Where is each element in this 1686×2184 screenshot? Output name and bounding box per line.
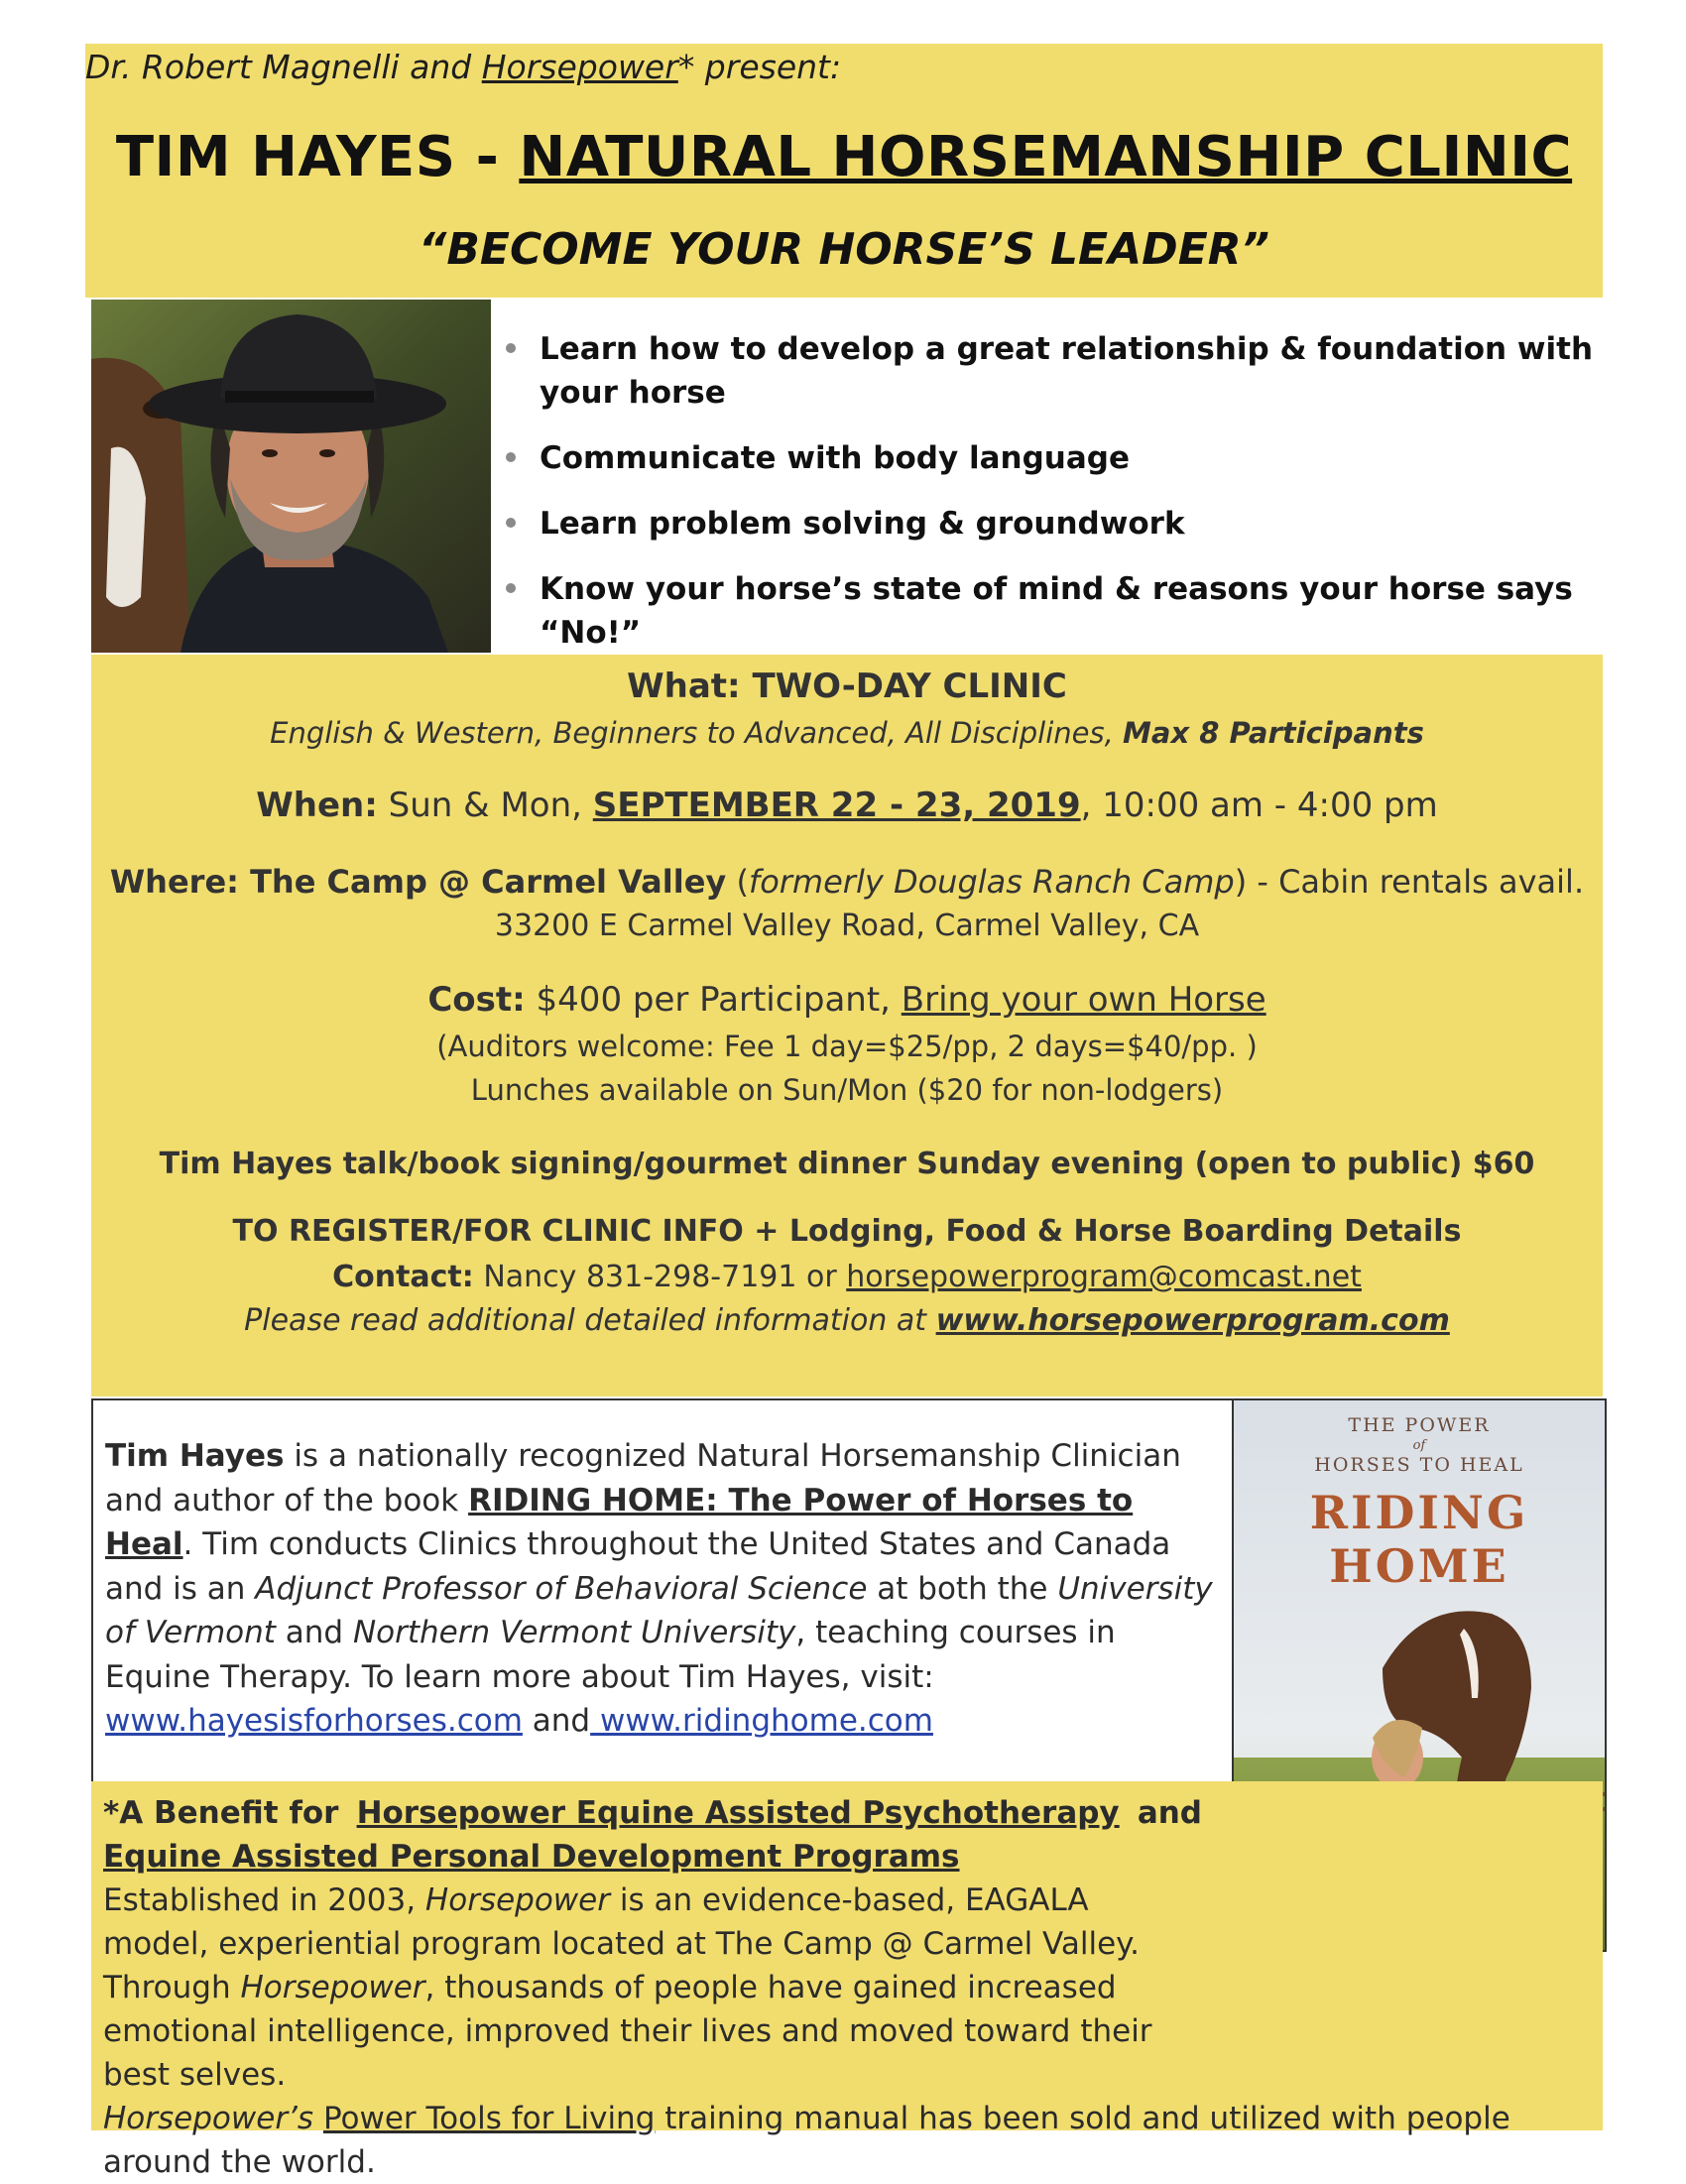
bullet-icon [506, 583, 516, 593]
when-line: When: Sun & Mon, SEPTEMBER 22 - 23, 2019, 10:00 am - 4:00 pm [256, 786, 1438, 825]
cost-line: Cost: $400 per Participant, Bring your own Horse [427, 980, 1266, 1020]
where-line: Where: The Camp @ Carmel Valley (formerly Douglas Ranch Camp) - Cabin rentals avail. [109, 863, 1585, 901]
book-subtitle-line2: HORSES TO HEAL [1314, 1454, 1524, 1476]
tim-hayes-photo [91, 300, 491, 653]
book-subtitle-line1: THE POWER [1348, 1414, 1491, 1436]
read-more-line: Please read additional detailed information at www.horsepowerprogram.com [244, 1303, 1450, 1338]
contact-line: Contact: Nancy 831-298-7191 or horsepowerprogram@comcast.net [332, 1260, 1362, 1294]
bullet-icon [506, 518, 516, 528]
ridinghome-link[interactable]: www.ridinghome.com [590, 1703, 933, 1739]
book-title: RIDING HOME: The Power of Horses to Heal [105, 1482, 1134, 1562]
benefits-list [506, 327, 1607, 676]
book-title-text: RIDING HOME [1309, 1486, 1529, 1593]
list-item: Communicate with body language [506, 436, 1607, 480]
book-subtitle-of: of [1412, 1438, 1426, 1453]
bio-text: Tim Hayes is a nationally recognized Natural Horsemanship Clinician and author of the book RIDING HOME: The Power of Horses to Heal. Tim conducts Clinics throughout the United States and Canada and is an Adjunct Professor of Behavioral Science at both the University of Vermont and Northern Vermont University, teaching courses in Equine Therapy. To learn more about Tim Hayes, visit: www.hayesisforhorses.com and www.ridinghome.com [105, 1438, 1213, 1739]
list-item: Know your horse’s state of mind & reasons your horse says “No!” [506, 567, 1607, 655]
horsepower-link[interactable]: Horsepower [481, 48, 678, 86]
bullet-icon [506, 452, 516, 462]
hayesisforhorses-link[interactable]: www.hayesisforhorses.com [105, 1703, 523, 1739]
what-detail: English & Western, Beginners to Advanced, All Disciplines, Max 8 Participants [270, 716, 1424, 750]
dinner-note: Tim Hayes talk/book signing/gourmet dinner Sunday evening (open to public) $60 [159, 1147, 1535, 1181]
benefit-tail-text: Horsepower’s Power Tools for Living training manual has been sold and utilized with people around the world. [103, 2101, 1510, 2180]
website-link[interactable]: www.horsepowerprogram.com [935, 1303, 1450, 1338]
email-link[interactable]: horsepowerprogram@comcast.net [846, 1260, 1362, 1294]
auditors-note: (Auditors welcome: Fee 1 day=$25/pp, 2 days=$40/pp. ) [436, 1030, 1258, 1063]
register-heading: TO REGISTER/FOR CLINIC INFO + Lodging, Food & Horse Boarding Details [232, 1214, 1462, 1249]
benefit-text: *A Benefit for Horsepower Equine Assisted Psychotherapy and Equine Assisted Personal Development Programs Established in 2003, Horsepower is an evidence-based, EAGALA model, experiential program located at The Camp @ Carmel Valley. Through Horsepower, thousands of people have gained increased emotional intelligence, improved their lives and moved toward their best selves. [103, 1795, 1202, 2093]
list-item: Learn problem solving & groundwork [506, 502, 1607, 546]
presenter-line: Dr. Robert Magnelli and Horsepower* present: [85, 48, 842, 86]
page-title: TIM HAYES - NATURAL HORSEMANSHIP CLINIC [115, 125, 1573, 189]
address: 33200 E Carmel Valley Road, Carmel Valley, CA [494, 909, 1200, 943]
lunches-note: Lunches available on Sun/Mon ($20 for non-lodgers) [470, 1073, 1224, 1107]
bullet-icon [506, 343, 516, 353]
list-item: Learn how to develop a great relationship & foundation with your horse [506, 327, 1607, 415]
what-heading: What: TWO-DAY CLINIC [627, 667, 1067, 706]
slogan: “BECOME YOUR HORSE’S LEADER” [419, 224, 1269, 275]
